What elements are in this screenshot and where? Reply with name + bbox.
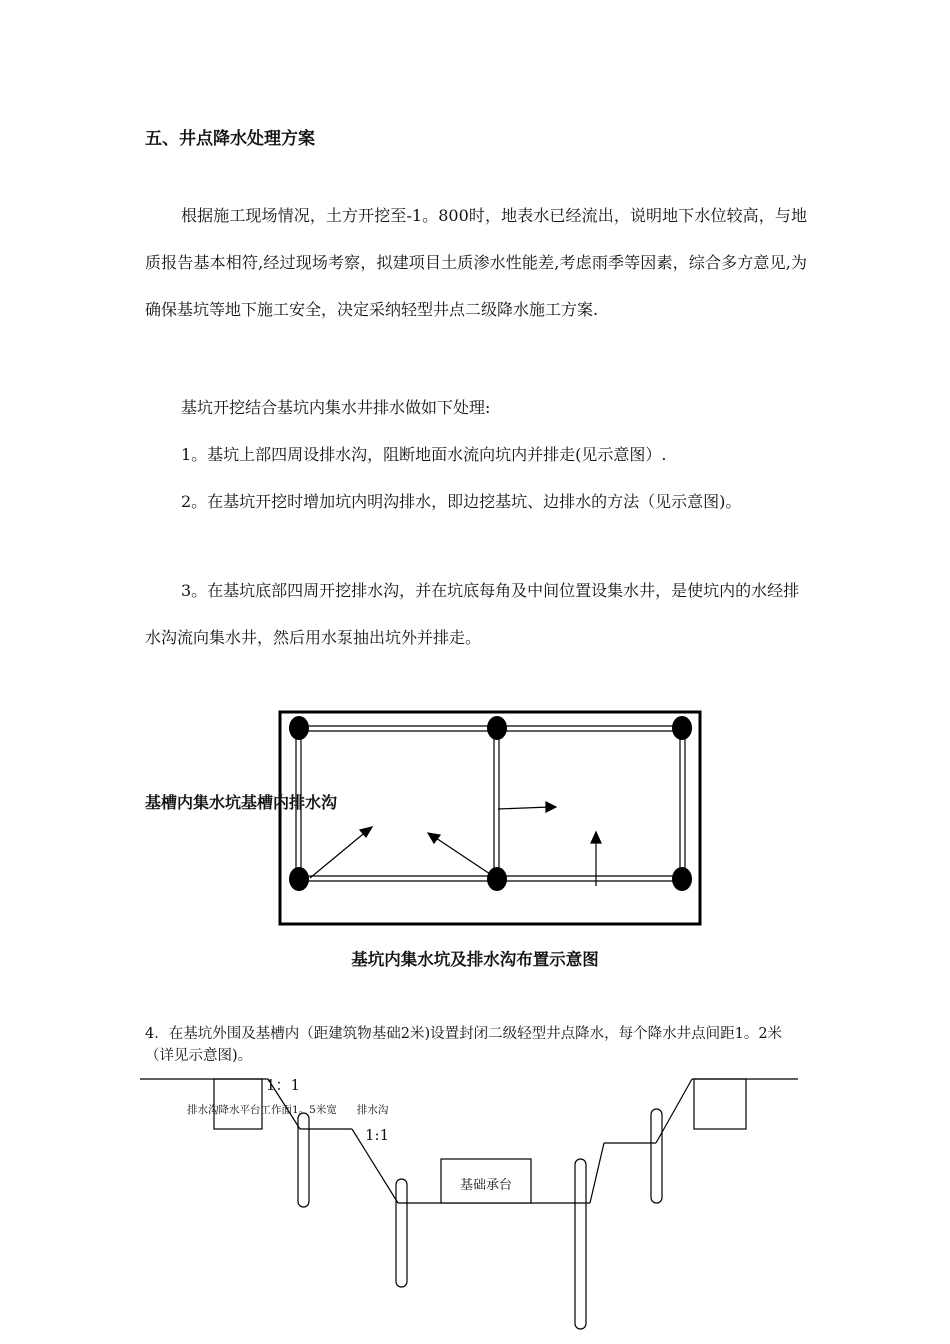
well-point — [651, 1109, 662, 1203]
slope-lower-right — [590, 1143, 604, 1203]
dewatering-section-diagram — [0, 1065, 950, 1344]
paragraph-site-conditions: 根据施工现场情况，土方开挖至-1。800时，地表水已经流出，说明地下水位较高，与地质报告基本相符,经过现场考察，拟建项目土质渗水性能差,考虑雨季等因素，综合多方意见,为确保基坑等地下施工安全，决定采纳轻型井点二级降水施工方案. — [145, 206, 807, 319]
sump-pit — [289, 867, 309, 891]
pit-plan-diagram — [0, 700, 950, 940]
foundation-cap-label: 基础承台 — [459, 1178, 512, 1193]
section-heading: 五、井点降水处理方案 — [145, 129, 315, 149]
figure-caption: 基坑内集水坑及排水沟布置示意图 — [351, 950, 599, 969]
slope-ratio-upper: 1：1 — [266, 1076, 301, 1094]
sump-pit — [289, 716, 309, 740]
slope-ratio-lower: 1:1 — [365, 1126, 390, 1144]
list-item-4: 4．在基坑外围及基槽内（距建筑物基础2米)设置封闭二级轻型井点降水，每个降水井点间距1。2米（详见示意图)。 — [145, 1026, 783, 1064]
diagram-overlay-label: 基槽内集水坑基槽内排水沟 — [145, 793, 338, 812]
paragraph-intro: 基坑开挖结合基坑内集水井排水做如下处理: — [181, 398, 491, 417]
drain-ditch-right — [694, 1079, 746, 1129]
list-item-3: 3。在基坑底部四周开挖排水沟，并在坑底每角及中间位置设集水井，是使坑内的水经排水沟流向集水井，然后用水泵抽出坑外并排走。 — [145, 581, 800, 647]
list-item-1: 1。基坑上部四周设排水沟，阻断地面水流向坑内并排走(见示意图）. — [181, 445, 667, 464]
well-point — [298, 1113, 309, 1207]
list-item-2: 2。在基坑开挖时增加坑内明沟排水，即边挖基坑、边排水的方法（见示意图)。 — [181, 492, 742, 511]
sump-pit — [672, 716, 692, 740]
well-point — [575, 1159, 586, 1329]
flow-arrows — [310, 802, 601, 886]
well-point — [396, 1179, 407, 1287]
sump-pit — [672, 867, 692, 891]
section-labels: 排水沟降水平台工作面1。5米宽 排水沟 — [187, 1104, 389, 1116]
pit-outline — [280, 712, 700, 924]
sump-pit — [487, 867, 507, 891]
sump-pit — [487, 716, 507, 740]
